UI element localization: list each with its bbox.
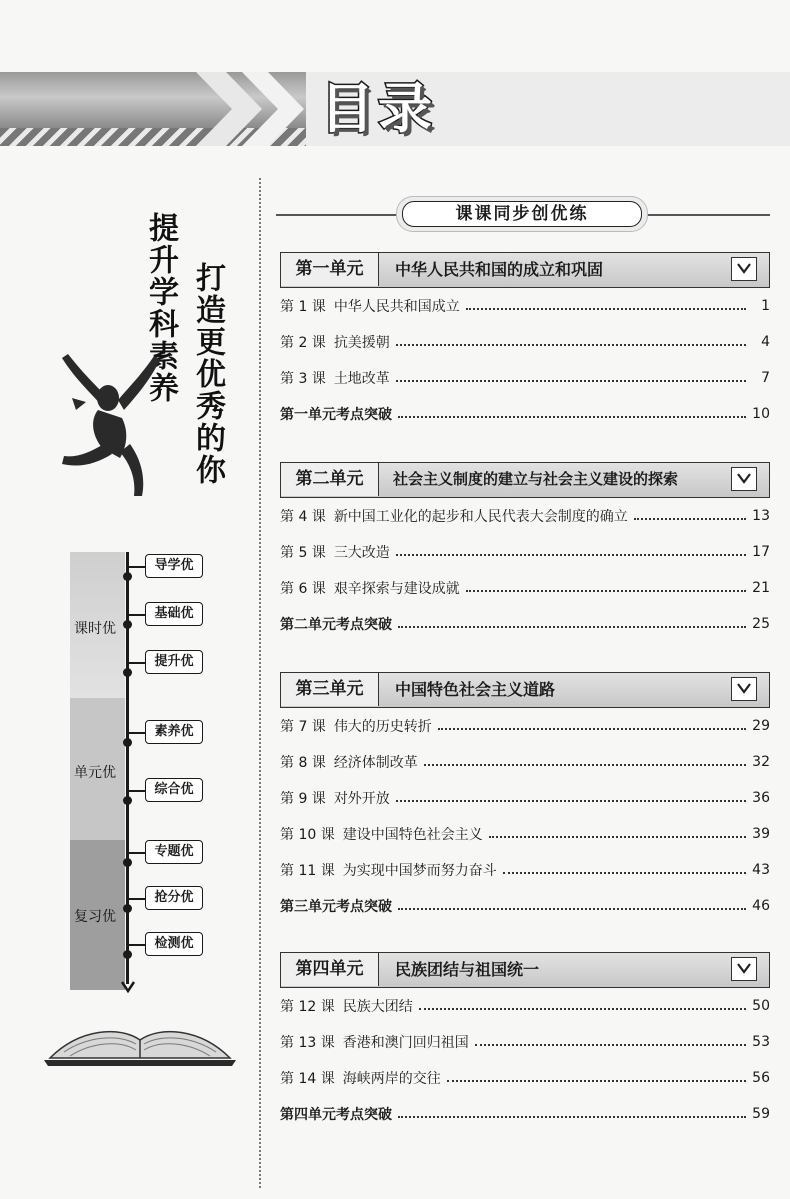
unit-header[interactable] (280, 252, 770, 288)
page-number: 36 (752, 790, 770, 806)
page-number: 21 (752, 580, 770, 596)
page-number: 43 (752, 862, 770, 878)
timeline-branch (129, 662, 145, 664)
step-tag: 专题优 (145, 840, 203, 864)
dot-leader (398, 626, 746, 628)
unit-header[interactable] (280, 462, 770, 498)
lesson-title: 海峡两岸的交往 (342, 1071, 441, 1087)
jumping-person-icon (50, 340, 170, 510)
lesson-number: 第 3 课 (280, 371, 326, 387)
toc-review-row[interactable] (280, 606, 770, 642)
dot-leader (466, 308, 746, 310)
step-tag: 检测优 (145, 932, 203, 956)
column-divider (259, 178, 261, 1188)
dot-leader (475, 1044, 746, 1046)
review-title: 第一单元考点突破 (280, 407, 392, 423)
timeline-dot (123, 950, 132, 959)
step-tag: 提升优 (145, 650, 203, 674)
toc-row[interactable] (280, 852, 770, 888)
page-number: 25 (752, 616, 770, 632)
unit-section-2 (280, 462, 770, 642)
step-tag: 抢分优 (145, 886, 203, 910)
toc-row[interactable] (280, 498, 770, 534)
lesson-title: 中华人民共和国成立 (333, 299, 460, 315)
toc-review-row[interactable] (280, 396, 770, 432)
lesson-number: 第 9 课 (280, 791, 326, 807)
timeline-dot (123, 858, 132, 867)
slogan-line-1: 提升学科素养 (143, 212, 178, 404)
lesson-title: 对外开放 (333, 791, 390, 807)
toc-review-row[interactable] (280, 888, 770, 924)
dot-leader (396, 344, 746, 346)
unit-header[interactable] (280, 952, 770, 988)
chevron-decoration-icon (196, 72, 316, 146)
toc-row[interactable] (280, 780, 770, 816)
dot-leader (424, 764, 746, 766)
review-title: 第三单元考点突破 (280, 899, 392, 915)
lesson-number: 第 8 课 (280, 755, 326, 771)
unit-name: 第二单元 (281, 463, 379, 496)
toc-row[interactable] (280, 534, 770, 570)
unit-title: 社会主义制度的建立与社会主义建设的探索 (393, 470, 679, 488)
lesson-title: 新中国工业化的起步和人民代表大会制度的确立 (333, 509, 628, 525)
page-number: 1 (761, 298, 770, 314)
lesson-title: 香港和澳门回归祖国 (342, 1035, 469, 1051)
dot-leader (419, 1008, 746, 1010)
unit-section-1 (280, 252, 770, 432)
series-title: 课课同步创优练 (402, 201, 642, 227)
lesson-number: 第 14 课 (280, 1071, 335, 1087)
timeline-branch (129, 944, 145, 946)
timeline-dot (123, 572, 132, 581)
page-number: 29 (752, 718, 770, 734)
toc-row[interactable] (280, 1024, 770, 1060)
dot-leader (466, 590, 746, 592)
lesson-number: 第 2 课 (280, 335, 326, 351)
chevron-down-icon[interactable] (731, 677, 757, 701)
lesson-title: 抗美援朝 (333, 335, 390, 351)
page-number: 4 (761, 334, 770, 350)
page-title: 目录 (320, 77, 436, 140)
lesson-title: 为实现中国梦而努力奋斗 (342, 863, 497, 879)
unit-title: 民族团结与祖国统一 (395, 960, 540, 979)
lesson-title: 艰辛探索与建设成就 (333, 581, 460, 597)
lesson-title: 三大改造 (333, 545, 390, 561)
chevron-down-icon[interactable] (731, 257, 757, 281)
slogan-line-2: 打造更优秀的你 (190, 262, 225, 486)
arrow-down-icon (120, 980, 136, 994)
lesson-number: 第 6 课 (280, 581, 326, 597)
dot-leader (396, 380, 746, 382)
lesson-title: 土地改革 (333, 371, 390, 387)
lesson-title: 伟大的历史转折 (333, 719, 432, 735)
dot-leader (398, 416, 746, 418)
lesson-title: 经济体制改革 (333, 755, 418, 771)
page-number: 50 (752, 998, 770, 1014)
page-number: 10 (752, 406, 770, 422)
timeline-line (126, 552, 129, 984)
toc-row[interactable] (280, 988, 770, 1024)
chevron-down-icon[interactable] (731, 467, 757, 491)
lesson-title: 民族大团结 (342, 999, 413, 1015)
unit-title: 中华人民共和国的成立和巩固 (395, 260, 604, 279)
review-title: 第二单元考点突破 (280, 617, 392, 633)
phase-label: 单元优 (74, 765, 116, 781)
page-number: 56 (752, 1070, 770, 1086)
page-number: 13 (752, 508, 770, 524)
unit-name: 第四单元 (281, 953, 379, 986)
step-tag: 导学优 (145, 554, 203, 578)
timeline-dot (123, 796, 132, 805)
page-number: 46 (752, 898, 770, 914)
open-book-icon (40, 1020, 240, 1066)
toc-row[interactable] (280, 708, 770, 744)
timeline-dot (123, 738, 132, 747)
page-number: 7 (761, 370, 770, 386)
dot-leader (398, 1116, 746, 1118)
phase-label: 复习优 (74, 909, 116, 925)
unit-section-3 (280, 672, 770, 924)
step-tag: 基础优 (145, 602, 203, 626)
toc-review-row[interactable] (280, 1096, 770, 1132)
lesson-number: 第 1 课 (280, 299, 326, 315)
toc-row[interactable] (280, 324, 770, 360)
dot-leader (396, 800, 746, 802)
unit-name: 第一单元 (281, 253, 379, 286)
timeline-branch (129, 898, 145, 900)
lesson-number: 第 10 课 (280, 827, 335, 843)
lesson-number: 第 4 课 (280, 509, 326, 525)
lesson-number: 第 12 课 (280, 999, 335, 1015)
toc-row[interactable] (280, 288, 770, 324)
lesson-number: 第 5 课 (280, 545, 326, 561)
unit-header[interactable] (280, 672, 770, 708)
toc-row[interactable] (280, 816, 770, 852)
dot-leader (396, 554, 746, 556)
timeline-dot (123, 620, 132, 629)
step-tag: 素养优 (145, 720, 203, 744)
page-number: 39 (752, 826, 770, 842)
dot-leader (503, 872, 746, 874)
dot-leader (489, 836, 746, 838)
toc-row[interactable] (280, 1060, 770, 1096)
page-number: 53 (752, 1034, 770, 1050)
timeline-branch (129, 790, 145, 792)
lesson-number: 第 13 课 (280, 1035, 335, 1051)
toc-row[interactable] (280, 570, 770, 606)
dot-leader (398, 908, 746, 910)
review-title: 第四单元考点突破 (280, 1107, 392, 1123)
page-number: 17 (752, 544, 770, 560)
timeline-branch (129, 852, 145, 854)
timeline-dot (123, 904, 132, 913)
page-number: 59 (752, 1106, 770, 1122)
unit-name: 第三单元 (281, 673, 379, 706)
timeline-branch (129, 566, 145, 568)
step-tag: 综合优 (145, 778, 203, 802)
timeline-branch (129, 614, 145, 616)
toc-row[interactable] (280, 360, 770, 396)
unit-title: 中国特色社会主义道路 (395, 680, 556, 699)
timeline-dot (123, 668, 132, 677)
lesson-title: 建设中国特色社会主义 (342, 827, 483, 843)
chevron-down-icon[interactable] (731, 957, 757, 981)
lesson-number: 第 11 课 (280, 863, 335, 879)
lesson-number: 第 7 课 (280, 719, 326, 735)
page-number: 32 (752, 754, 770, 770)
toc-row[interactable] (280, 744, 770, 780)
unit-section-4 (280, 952, 770, 1132)
dot-leader (447, 1080, 746, 1082)
header-banner (0, 72, 790, 150)
dot-leader (634, 518, 746, 520)
phase-label: 课时优 (74, 621, 116, 637)
timeline-branch (129, 732, 145, 734)
dot-leader (438, 728, 746, 730)
